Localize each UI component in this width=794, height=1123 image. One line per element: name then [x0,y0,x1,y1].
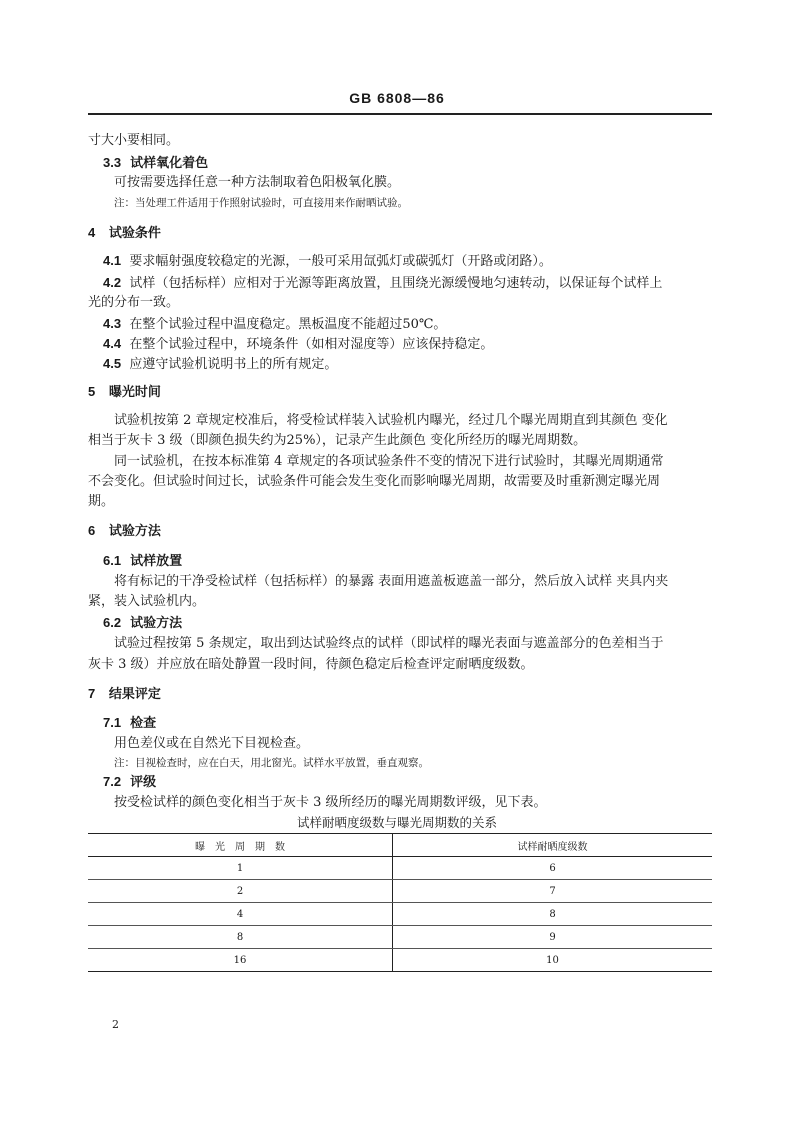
section-3-3-body: 可按需要选择任意一种方法制取着色阳极氧化膜。 [114,175,401,190]
section-5-heading: 5 曝光时间 [88,384,161,400]
cell-cycles: 8 [88,926,393,949]
section-6-2-b: 灰卡 3 级）并应放在暗处静置一段时间，待颜色稳定后检查评定耐晒度级数。 [88,657,534,672]
cell-rating: 9 [393,926,713,949]
section-4-heading: 4 试验条件 [88,225,161,241]
section-3-3-heading: 3.3 试样氧化着色 [103,155,209,171]
section-7-1-heading: 7.1 检查 [103,715,157,731]
section-5-p1a: 试验机按第 2 章规定校准后，将受检试样装入试验机内曝光，经过几个曝光周期直到其颜色 变化 [114,413,668,428]
section-4-5: 4.5 应遵守试验机说明书上的所有规定。 [103,356,338,372]
cell-rating: 6 [393,857,713,880]
cell-cycles: 1 [88,857,393,880]
table-caption: 试样耐晒度级数与曝光周期数的关系 [296,815,497,830]
section-6-heading: 6 试验方法 [88,523,161,539]
continued-line: 寸大小要相同。 [88,133,180,148]
section-4-4: 4.4 在整个试验过程中，环境条件（如相对湿度等）应该保持稳定。 [103,336,494,352]
cell-rating: 7 [393,880,713,903]
section-7-1-body: 用色差仪或在自然光下目视检查。 [114,736,310,751]
table-row [88,880,712,903]
section-6-1-heading: 6.1 试样放置 [103,553,183,569]
page-number: 2 [112,1018,119,1031]
section-7-2-body: 按受检试样的颜色变化相当于灰卡 3 级所经历的曝光周期数评级，见下表。 [114,795,547,810]
section-5-p1b: 相当于灰卡 3 级（即颜色损失约为25%），记录产生此颜色 变化所经历的曝光周期数。 [88,433,587,448]
table-header-row [88,834,712,857]
section-7-heading: 7 结果评定 [88,686,161,702]
section-4-2: 4.2 试样（包括标样）应相对于光源等距离放置，且围绕光源缓慢地匀速转动，以保证每个试样上 [103,275,663,291]
section-6-1-b: 紧，装入试验机内。 [88,594,206,609]
table-row [88,949,712,972]
section-5-p2c: 期。 [88,494,115,509]
section-5-p2a: 同一试验机，在按本标准第 4 章规定的各项试验条件不变的情况下进行试验时，其曝光周期通常 [114,454,664,469]
col-header-exposure-cycles: 曝 光 周 期 数 [88,834,393,857]
cell-cycles: 16 [88,949,393,972]
header-rule [88,113,712,115]
section-6-1-a: 将有标记的干净受检试样（包括标样）的暴露 表面用遮盖板遮盖一部分，然后放入试样 夹具内夹 [114,574,669,589]
section-5-p2b: 不会变化。但试验时间过长，试验条件可能会发生变化而影响曝光周期，故需要及时重新测定曝光周 [88,474,661,489]
section-3-3-note: 注：当处理工件适用于作照射试验时，可直接用来作耐晒试验。 [114,197,408,209]
table-row [88,857,712,880]
cell-cycles: 2 [88,880,393,903]
table-row [88,903,712,926]
cell-rating: 10 [393,949,713,972]
section-4-2-cont: 光的分布一致。 [88,295,180,310]
section-7-2-heading: 7.2 评级 [103,774,157,790]
cell-cycles: 4 [88,903,393,926]
section-4-1: 4.1 要求幅射强度较稳定的光源，一般可采用氙弧灯或碳弧灯（开路或闭路）。 [103,253,552,269]
col-header-rating: 试样耐晒度级数 [393,834,713,857]
section-7-1-note: 注：目视检查时，应在白天，用北窗光。试样水平放置，垂直观察。 [114,757,429,769]
table-row [88,926,712,949]
cell-rating: 8 [393,903,713,926]
exposure-rating-table [88,833,712,972]
page-header: GB 6808—86 [349,90,445,106]
section-6-2-heading: 6.2 试验方法 [103,615,183,631]
section-4-3: 4.3 在整个试验过程中温度稳定。黑板温度不能超过50℃。 [103,316,447,332]
section-6-2-a: 试验过程按第 5 条规定，取出到达试验终点的试样（即试样的曝光表面与遮盖部分的色差相当于 [114,636,664,651]
